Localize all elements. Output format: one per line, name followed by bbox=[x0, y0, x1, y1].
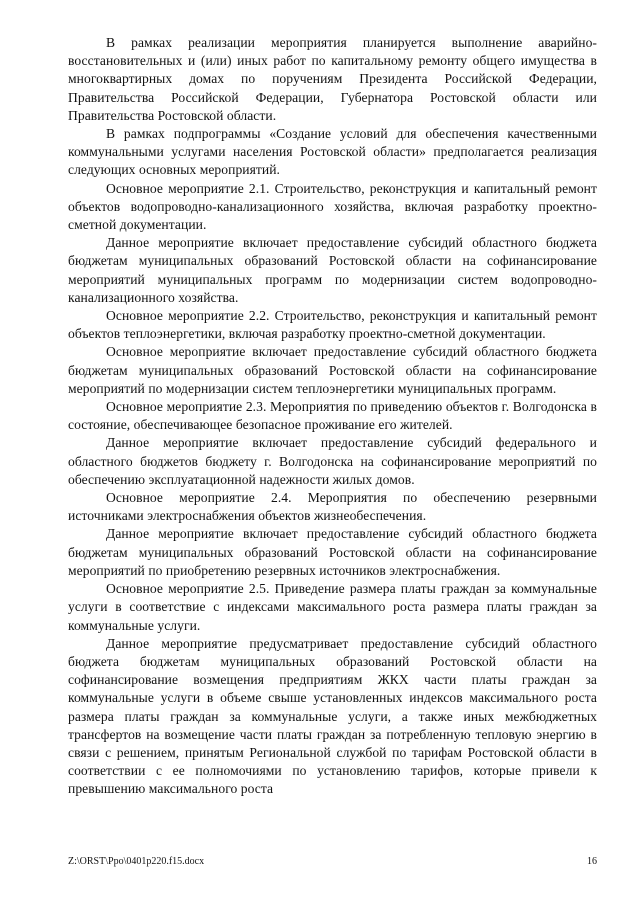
paragraph-8: Данное мероприятие включает предоставление субсидий федерального и областного бюджетов бюджету г. Волгодонска на софинансирование мероприятий по обеспечению эксплуатационной надежности жилых домов. bbox=[68, 435, 597, 487]
paragraph-1: В рамках реализации мероприятия планируется выполнение аварийно-восстановительных и (или) иных работ по капитальному ремонту общего имущества в многоквартирных домах по поручениям Президента Российской Федерации, Правительства Российской Федерации, Губернатора Ростовской области или Правительства Ростовской области. bbox=[68, 35, 597, 123]
paragraph-5: Основное мероприятие 2.2. Строительство, реконструкция и капитальный ремонт объектов теплоэнергетики, включая разработку проектно-сметной документации. bbox=[68, 308, 597, 342]
page-number: 16 bbox=[587, 856, 597, 867]
page-footer bbox=[68, 855, 597, 869]
paragraph-2: В рамках подпрограммы «Создание условий для обеспечения качественными коммунальными услугами населения Ростовской области» предполагается реализация следующих основных мероприятий. bbox=[68, 126, 597, 178]
paragraph-12: Данное мероприятие предусматривает предоставление субсидий областного бюджета бюджетам муниципальных образований Ростовской области на софинансирование возмещения предприятиям ЖКХ части платы граждан за коммунальные услуги в объеме свыше установленных индексов максимального роста размера платы граждан за коммунальные услуги, а также иных межбюджетных трансфертов на возмещение части платы граждан за потребленную тепловую энергию в связи с решением, принятым Региональной службой по тарифам Ростовской области в соответствии с ее полномочиями по установлению тарифов, которые привели к превышению максимального роста bbox=[68, 635, 597, 797]
paragraph-10: Данное мероприятие включает предоставление субсидий областного бюджета бюджетам муниципальных образований Ростовской области на софинансирование мероприятий по приобретению резервных источников электроснабжения. bbox=[68, 526, 597, 578]
document-body bbox=[68, 34, 597, 799]
paragraph-4: Данное мероприятие включает предоставление субсидий областного бюджета бюджетам муниципальных образований Ростовской области на софинансирование мероприятий муниципальных программ по модернизации систем водопроводно-канализационного хозяйства. bbox=[68, 235, 597, 305]
paragraph-7: Основное мероприятие 2.3. Мероприятия по приведению объектов г. Волгодонска в состояние, обеспечивающее безопасное проживание его жителей. bbox=[68, 399, 597, 433]
paragraph-11: Основное мероприятие 2.5. Приведение размера платы граждан за коммунальные услуги в соответствие с индексами максимального роста размера платы граждан за коммунальные услуги. bbox=[68, 581, 597, 633]
paragraph-3: Основное мероприятие 2.1. Строительство, реконструкция и капитальный ремонт объектов водопроводно-канализационного хозяйства, включая разработку проектно-сметной документации. bbox=[68, 180, 597, 233]
paragraph-9: Основное мероприятие 2.4. Мероприятия по обеспечению резервными источниками электроснабжения объектов жизнеобеспечения. bbox=[68, 490, 597, 524]
paragraph-6: Основное мероприятие включает предоставление субсидий областного бюджета бюджетам муниципальных образований Ростовской области на софинансирование мероприятий по модернизации систем теплоэнергетики муниципальных программ. bbox=[68, 344, 597, 396]
footer-file-path: Z:\ORST\Ppo\0401p220.f15.docx bbox=[68, 856, 205, 867]
